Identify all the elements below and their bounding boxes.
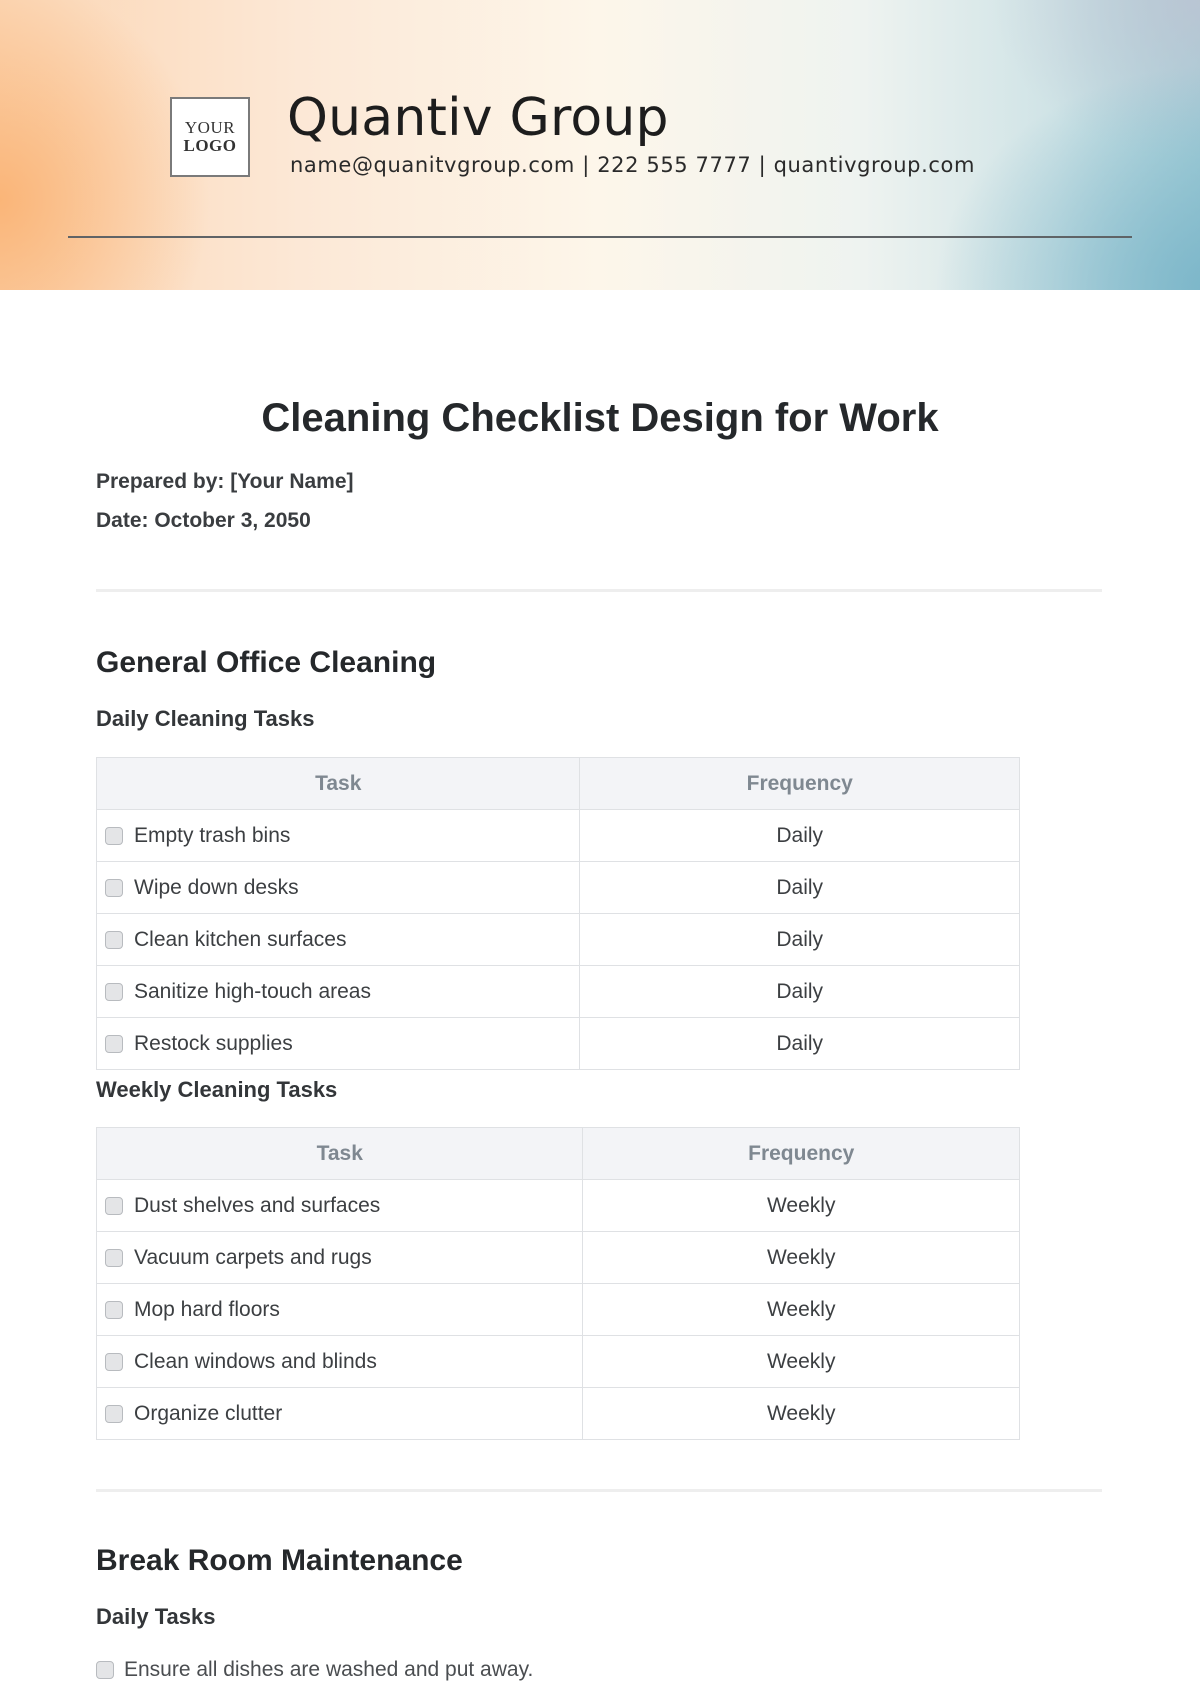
task-checkbox[interactable] — [105, 983, 123, 1001]
logo-text-line1: YOUR — [184, 118, 236, 138]
task-label: Clean kitchen surfaces — [134, 927, 347, 951]
task-checkbox[interactable] — [105, 1405, 123, 1423]
table-row — [97, 1018, 1020, 1070]
frequency-cell: Weekly — [583, 1232, 1020, 1284]
column-header-task: Task — [97, 758, 580, 810]
company-name: Quantiv Group — [287, 88, 669, 148]
table-row — [97, 862, 1020, 914]
task-cell — [97, 1388, 583, 1440]
table-row — [97, 1232, 1020, 1284]
task-checkbox[interactable] — [105, 1197, 123, 1215]
frequency-cell: Weekly — [583, 1284, 1020, 1336]
table-row — [97, 1180, 1020, 1232]
subheading-daily-cleaning: Daily Cleaning Tasks — [96, 706, 315, 731]
task-checkbox[interactable] — [105, 1353, 123, 1371]
column-header-frequency: Frequency — [580, 758, 1020, 810]
table-row — [97, 1336, 1020, 1388]
table-header-row — [97, 758, 1020, 810]
task-cell — [97, 914, 580, 966]
task-cell — [97, 966, 580, 1018]
task-checkbox[interactable] — [105, 1249, 123, 1267]
checklist-item — [96, 1658, 533, 1682]
task-label: Mop hard floors — [134, 1297, 280, 1321]
header-divider — [68, 236, 1132, 238]
section-divider — [96, 589, 1102, 592]
checklist-item-label: Ensure all dishes are washed and put away. — [124, 1658, 534, 1681]
company-logo-placeholder — [170, 97, 250, 177]
frequency-cell: Daily — [580, 1018, 1020, 1070]
daily-tasks-table — [96, 757, 1020, 1070]
table-header-row — [97, 1128, 1020, 1180]
table-row — [97, 966, 1020, 1018]
task-checkbox[interactable] — [105, 1301, 123, 1319]
frequency-cell: Daily — [580, 914, 1020, 966]
frequency-cell: Weekly — [583, 1336, 1020, 1388]
column-header-frequency: Frequency — [583, 1128, 1020, 1180]
task-label: Vacuum carpets and rugs — [134, 1245, 372, 1269]
task-cell — [97, 1018, 580, 1070]
task-cell — [97, 862, 580, 914]
table-row — [97, 1284, 1020, 1336]
frequency-cell: Weekly — [583, 1180, 1020, 1232]
table-row — [97, 810, 1020, 862]
table-row — [97, 1388, 1020, 1440]
company-contact-info: name@quanitvgroup.com | 222 555 7777 | quantivgroup.com — [290, 153, 976, 177]
section-heading-general-office: General Office Cleaning — [96, 646, 437, 679]
task-cell — [97, 1336, 583, 1388]
task-checkbox[interactable] — [105, 827, 123, 845]
task-label: Restock supplies — [134, 1031, 293, 1055]
document-date: Date: October 3, 2050 — [96, 509, 311, 532]
document-title: Cleaning Checklist Design for Work — [261, 396, 939, 440]
task-cell — [97, 1232, 583, 1284]
task-checkbox[interactable] — [105, 931, 123, 949]
task-label: Wipe down desks — [134, 875, 299, 899]
task-checkbox[interactable] — [105, 1035, 123, 1053]
task-checkbox[interactable] — [105, 879, 123, 897]
frequency-cell: Daily — [580, 862, 1020, 914]
task-cell — [97, 1284, 583, 1336]
table-row — [97, 914, 1020, 966]
task-checkbox[interactable] — [96, 1661, 114, 1679]
section-heading-break-room: Break Room Maintenance — [96, 1544, 463, 1577]
column-header-task: Task — [97, 1128, 583, 1180]
logo-text-line2: LOGO — [183, 136, 237, 155]
weekly-tasks-table — [96, 1127, 1020, 1440]
letterhead-banner — [0, 0, 1200, 290]
task-label: Dust shelves and surfaces — [134, 1193, 381, 1217]
subheading-daily-tasks: Daily Tasks — [96, 1604, 216, 1629]
task-label: Sanitize high-touch areas — [134, 979, 371, 1003]
frequency-cell: Daily — [580, 966, 1020, 1018]
section-divider — [96, 1489, 1102, 1492]
frequency-cell: Weekly — [583, 1388, 1020, 1440]
frequency-cell: Daily — [580, 810, 1020, 862]
subheading-weekly-cleaning: Weekly Cleaning Tasks — [96, 1077, 338, 1102]
prepared-by: Prepared by: [Your Name] — [96, 470, 354, 493]
task-cell — [97, 810, 580, 862]
task-label: Empty trash bins — [134, 823, 291, 847]
task-cell — [97, 1180, 583, 1232]
task-label: Clean windows and blinds — [134, 1349, 377, 1373]
task-label: Organize clutter — [134, 1401, 283, 1425]
